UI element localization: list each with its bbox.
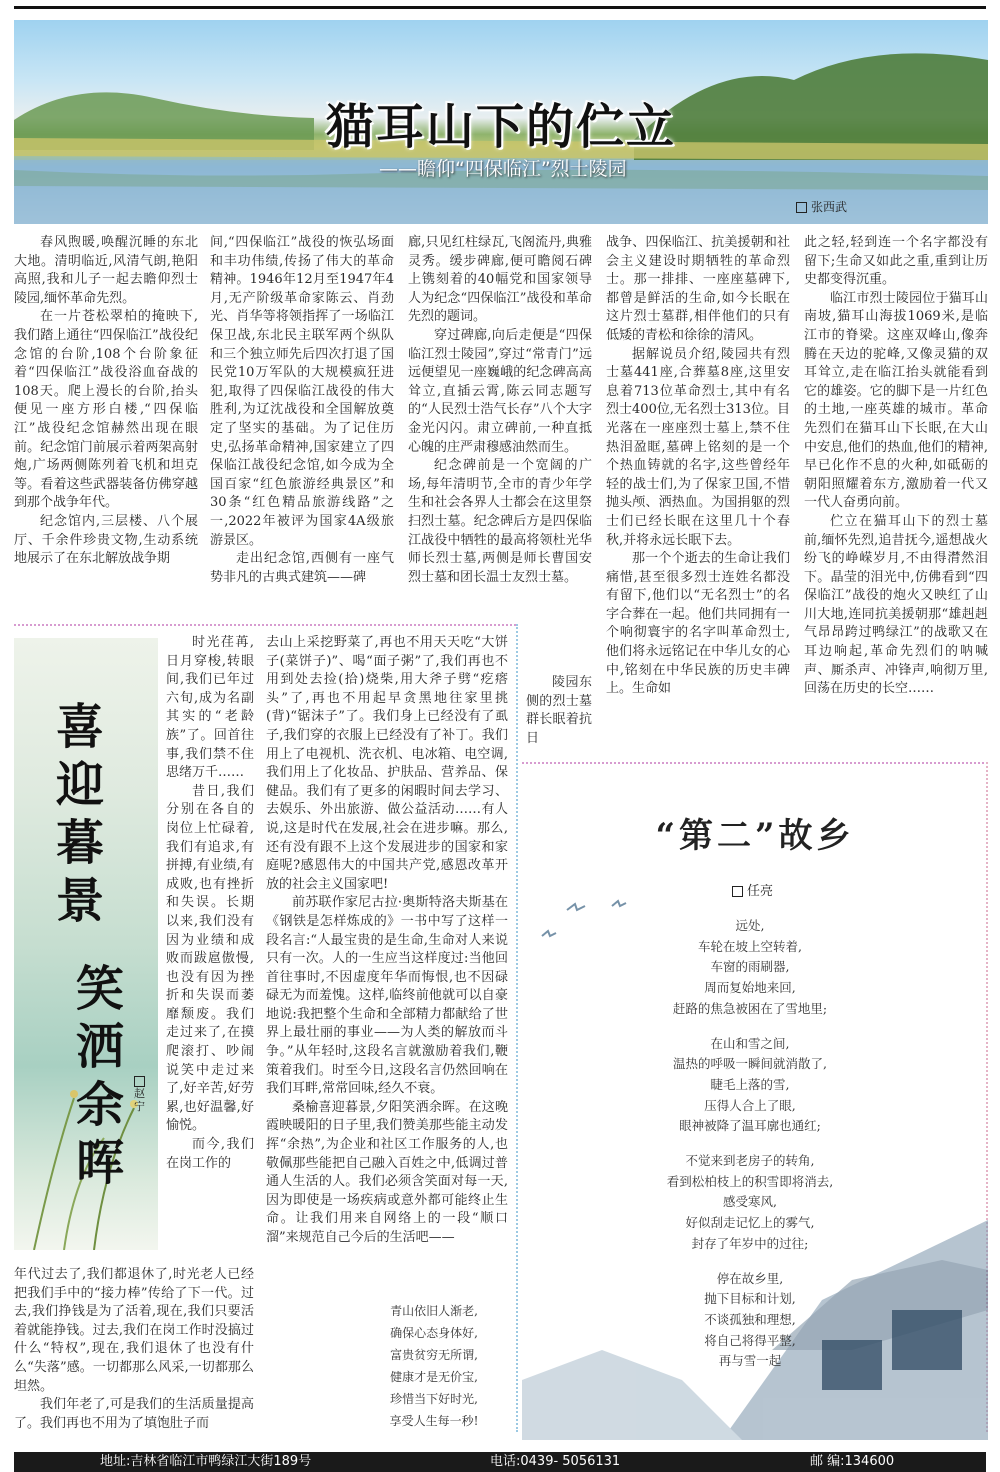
paragraph: 而今,我们在岗工作的 xyxy=(166,1137,254,1171)
poem-line: 抛下目标和计划, xyxy=(704,1291,796,1307)
title-char: 景 xyxy=(55,873,104,929)
title-char: 洒 xyxy=(75,1019,124,1075)
article1-column-3-tail xyxy=(526,674,592,770)
paragraph: 纪念碑前是一个宽阔的广场,每年清明节,全市的青少年学生和社会各界人士都会在这里祭扫烈士墓。纪念碑后方是四保临江战役中牺牲的最高将领杜光华师长烈士墓,两侧是师长曹国安烈士墓和团长温士友烈士墓。 xyxy=(408,458,592,585)
top-rule xyxy=(14,6,986,9)
article2-title-line-2 xyxy=(70,960,130,1192)
paragraph: 伫立在猫耳山下的烈士墓前,缅怀先烈,追昔抚今,遥想战火纷飞的峥嵘岁月,不由得潸然泪下。晶莹的泪光中,仿佛看到“四保临江”战役的炮火又映红了山川大地,连同抗美援朝那“雄赳赳气昂昂跨过鸭绿江”的战歌又在耳边响起,革命先烈们的呐喊声、厮杀声、冲锋声,响彻万里,回荡在历史的长空…… xyxy=(804,513,988,697)
article2-title-line-1 xyxy=(50,698,110,930)
paragraph: 陵园东侧的烈士墓群长眠着抗日 xyxy=(526,675,592,746)
paragraph: 前苏联作家尼古拉·奥斯特洛夫斯基在《钢铁是怎样炼成的》一书中写了这样一段名言:“人最宝贵的是生命,生命对人来说只有一次。人的一生应当这样度过:当他回首往事时,不因虚度年华而悔恨,也不因碌碌无为而羞愧。这样,临终前他就可以自豪地说:我把整个生命和全部精力都献给了世界上最壮丽的事业——为人类的解放而斗争。”从年轻时,这段名言就激励着我们,鞭策着我们。时至今日,这段名言仍然回响在我们耳畔,常常回味,经久不衰。 xyxy=(266,895,508,1097)
section-divider-vertical xyxy=(516,624,518,1432)
paragraph: 我们年老了,可是我们的生活质量提高了。我们再也不用为了填饱肚子而 xyxy=(14,1397,254,1431)
poem-line: 车轮在坡上空转着, xyxy=(698,938,802,954)
paragraph: 廊,只见红柱绿瓦,飞阁流丹,典雅灵秀。缓步碑廊,便可瞻阅石碑上镌刻着的40幅党和国家领导人为纪念“四保临江”战役和革命先烈的题词。 xyxy=(408,235,592,325)
paragraph: 战争、四保临江、抗美援朝和社会主义建设时期牺牲的革命烈士。那一排排、一座座墓碑下,都曾是鲜活的生命,如今长眠在这片烈士墓群,相伴他们的只有低矮的青松和徐徐的清风。 xyxy=(606,235,790,343)
title-char: 晖 xyxy=(75,1135,124,1191)
article1-column-2 xyxy=(210,234,394,587)
paragraph: 桑榆喜迎暮景,夕阳笑洒余晖。在这晚霞映暖阳的日子里,我们赞美那些能主动发挥“余热”,为企业和社区工作服务的人,也敬佩那些能把自己融入百姓之中,低调过普通人生活的人。我们必须含笑面对每一天,因为即使是一场疾病或意外都可能终止生命。让我们用来自网络上的一段“顺口溜”来规范自己今后的生活吧—— xyxy=(266,1099,508,1245)
byline xyxy=(796,198,847,215)
poem-line: 压得人合上了眼, xyxy=(704,1097,796,1113)
section-divider xyxy=(522,762,988,764)
paragraph: 时光荏苒,日月穿梭,转眼间,我们已年过六旬,成为名副其实的“老龄族”了。回首往事,我们禁不住思绪万千…… xyxy=(166,635,254,781)
byline-author: 赵宁 xyxy=(134,1087,145,1113)
title-char: 余 xyxy=(75,1077,124,1133)
title-char: 迎 xyxy=(55,757,104,813)
byline-author: 张西武 xyxy=(811,200,848,214)
title-char: 喜 xyxy=(55,699,104,755)
article2-byline xyxy=(134,1074,146,1113)
poem-line: 好似刮走记忆上的雾气, xyxy=(685,1215,815,1231)
paragraph: 在一片苍松翠柏的掩映下,我们踏上通往“四保临江”战役纪念馆的台阶,108个台阶象征着“四保临江”战役浴血奋战的108天。爬上漫长的台阶,抬头便见一座方形白楼,“四保临江”战役纪念馆赫然出现在眼前。纪念馆门前展示着两架高射炮,广场两侧陈列着飞机和坦克等。看着这些武器装备仿佛穿越到那个战争年代。 xyxy=(14,309,198,511)
byline-box-icon xyxy=(134,1076,145,1087)
paragraph: 年代过去了,我们都退休了,时光老人已经把我们手中的“接力棒”传给了下一代。过去,我们挣钱是为了活着,现在,我们只要活着就能挣钱。过去,我们在岗工作时没搞过什么“特权”,现在,我们退休了也没有什么“失落”感。一切都那么风采,一切都那么坦然。 xyxy=(14,1267,254,1394)
page-subtitle: ——瞻仰“四保临江”烈士陵园 xyxy=(379,158,627,180)
poem-line: 睫毛上落的雪, xyxy=(710,1076,790,1092)
title-char: 暮 xyxy=(55,815,104,871)
footer-bar xyxy=(14,1452,986,1472)
poem-line: 将自己将得平整, xyxy=(704,1332,796,1348)
poem-line: 感受寒风, xyxy=(723,1194,777,1210)
article2-column-a-bottom xyxy=(14,1266,254,1438)
poem-line: 珍惜当下好时光, xyxy=(390,1392,478,1406)
paragraph: 间,“四保临江”战役的恢弘场面和丰功伟绩,传扬了伟大的革命精神。1946年12月至1947年4月,无产阶级革命家陈云、肖劲光、肖华等将领指挥了一场临江保卫战,东北民主联军两个纵队和三个独立师先后四次打退了国民党10万军队的大规模疯狂进犯,取得了四保临江战役的伟大胜利,为辽沈战役和全国解放奠定了坚实的基础。为了记住历史,弘扬革命精神,国家建立了四保临江战役纪念馆,如今成为全国百家“红色旅游经典景区”和30条“红色精品旅游线路”之一,2022年被评为国家4A级旅游景区。 xyxy=(210,235,394,548)
poem-line: 在山和雪之间, xyxy=(710,1035,790,1051)
byline-author: 任亮 xyxy=(747,884,774,899)
paragraph: 那一个个逝去的生命让我们痛惜,甚至很多烈士连姓名都没有留下,他们以“无名烈士”的名字合葬在一起。他们共同拥有一个响彻寰宇的名字叫革命烈士,他们将永远铭记在中华儿女的心中,铭刻在中华民族的历史丰碑上。生命如 xyxy=(606,551,790,697)
poem-line: 享受人生每一秒! xyxy=(389,1414,479,1428)
page-title: 猫耳山下的伫立 xyxy=(325,99,676,155)
paragraph: 据解说员介绍,陵园共有烈士墓441座,合葬墓8座,这里安息着713位革命烈士,其中有名烈士400位,无名烈士313位。目光落在一座座烈士墓上,禁不住热泪盈眶,墓碑上铭刻的是一个个热血铸就的名字,这些曾经年轻的战士们,为了保家卫国,不惜抛头颅、洒热血。为国捐躯的烈士们已经长眠在这里几十个春秋,并将永远长眠下去。 xyxy=(606,346,790,548)
paragraph: 临江市烈士陵园位于猫耳山南坡,猫耳山海拔1069米,是临江市的脊梁。这座双峰山,像奔腾在天边的驼峰,又像灵猫的双耳耸立,走在临江抬头就能看到它的雄姿。它的脚下是一片红色的土地,一座英雄的城市。革命先烈们在猫耳山下长眠,在大山中安息,他们的热血,他们的精神,早已化作不息的火种,如砥砺的朝阳照耀着东方,激励着一代又一代人奋勇向前。 xyxy=(804,290,988,511)
paragraph: 昔日,我们分别在各自的岗位上忙碌着,我们有追求,有拼搏,有业绩,有成败,也有挫折和失误。长期以来,我们没有因为业绩和成败而跋扈傲慢,也没有因为挫折和失误而萎靡颓废。我们走过来了,在摸爬滚打、吵闹说笑中走过来了,好辛苦,好劳累,也好温馨,好愉悦。 xyxy=(166,783,254,1134)
poem-line: 温热的呼吸一瞬间就消散了, xyxy=(673,1056,827,1072)
poem-line: 车窗的雨刷器, xyxy=(710,959,790,975)
article1-column-5 xyxy=(804,234,988,748)
paragraph: 走出纪念馆,西侧有一座气势非凡的古典式建筑——碑 xyxy=(210,551,394,585)
poem-title: “第二”故乡 xyxy=(655,816,855,856)
footer-postcode: 邮 编:134600 xyxy=(810,1454,895,1469)
poem-body xyxy=(560,916,940,1372)
poem-line: 眼神被降了温耳廓也通红; xyxy=(679,1118,821,1134)
article2-column-b xyxy=(266,634,508,1290)
article2-column-a xyxy=(166,634,254,1266)
paragraph: 春风煦暖,唤醒沉睡的东北大地。清明临近,风清气朗,艳阳高照,我和儿子一起去瞻仰烈士陵园,缅怀革命先烈。 xyxy=(14,235,198,306)
paragraph: 纪念馆内,三层楼、八个展厅、千余件珍贵文物,生动系统地展示了在东北解放战争期 xyxy=(14,513,198,567)
poem-line: 赶路的焦急被困在了雪地里; xyxy=(672,1000,828,1016)
poem-line: 停在故乡里, xyxy=(716,1270,784,1286)
byline-box-icon xyxy=(796,202,807,213)
article2-title-photo xyxy=(14,638,158,1250)
poem-line: 不谈孤独和理想, xyxy=(704,1311,796,1327)
footer-address: 地址:吉林省临江市鸭绿江大街189号 xyxy=(100,1454,312,1469)
poem-line: 周而复始地来回, xyxy=(704,980,796,996)
title-char: 笑 xyxy=(75,961,124,1017)
poem-line: 封存了年岁中的过往; xyxy=(691,1235,809,1251)
poem-line: 青山依旧人渐老, xyxy=(390,1304,478,1318)
poem-line: 远处, xyxy=(735,918,765,933)
paragraph: 穿过碑廊,向后走便是“四保临江烈士陵园”,穿过“常青门”远远便望见一座巍峨的纪念碑高高耸立,直插云霄,陈云同志题写的“人民烈士浩气长存”八个大字金光闪闪。肃立碑前,一种直抵心魄的庄严肃穆感油然而生。 xyxy=(408,327,592,455)
poem-byline xyxy=(732,880,773,899)
footer-phone: 电话:0439- 5056131 xyxy=(490,1454,621,1469)
poem-line: 不觉来到老房子的转角, xyxy=(685,1153,815,1169)
poem-line: 富贵贫穷无所谓, xyxy=(390,1348,478,1362)
article1-column-1 xyxy=(14,234,198,569)
header-banner-photo xyxy=(14,20,988,224)
poem-line: 确保心态身体好, xyxy=(390,1326,478,1340)
paragraph: 此之轻,轻到连一个名字都没有留下;生命又如此之重,重到让历史都变得沉重。 xyxy=(804,235,988,288)
article1-column-4 xyxy=(606,234,790,748)
byline-box-icon xyxy=(732,886,743,897)
poem-line: 健康才是无价宝, xyxy=(390,1370,478,1384)
poem-line: 再与雪一起 xyxy=(718,1353,782,1369)
section-divider xyxy=(14,624,516,626)
paragraph: 去山上采挖野菜了,再也不用天天吃“大饼子(菜饼子)”、喝“面子粥”了,我们再也不用到处去捡(拾)烧柴,用大斧子劈“疙瘩头”了,再也不用起早贪黑地往家里挑(背)“锯沫子”了。我们身上已经没有了虱子,我们穿的衣服上已经没有了补丁。我们用上了电视机、洗衣机、电冰箱、电空调,我们用上了化妆品、护肤品、营养品、保健品。我们有了更多的闲暇时间去学习、去娱乐、外出旅游、做公益活动……有人说,这是时代在发展,社会在进步嘛。那么,还有没有跟不上这个发展进步的国家和家庭呢?感恩伟大的中国共产党,感恩改革开放的社会主义国家吧! xyxy=(266,635,508,892)
side-poem xyxy=(370,1300,498,1428)
poem-line: 看到松柏枝上的积雪即将消去, xyxy=(666,1173,834,1189)
